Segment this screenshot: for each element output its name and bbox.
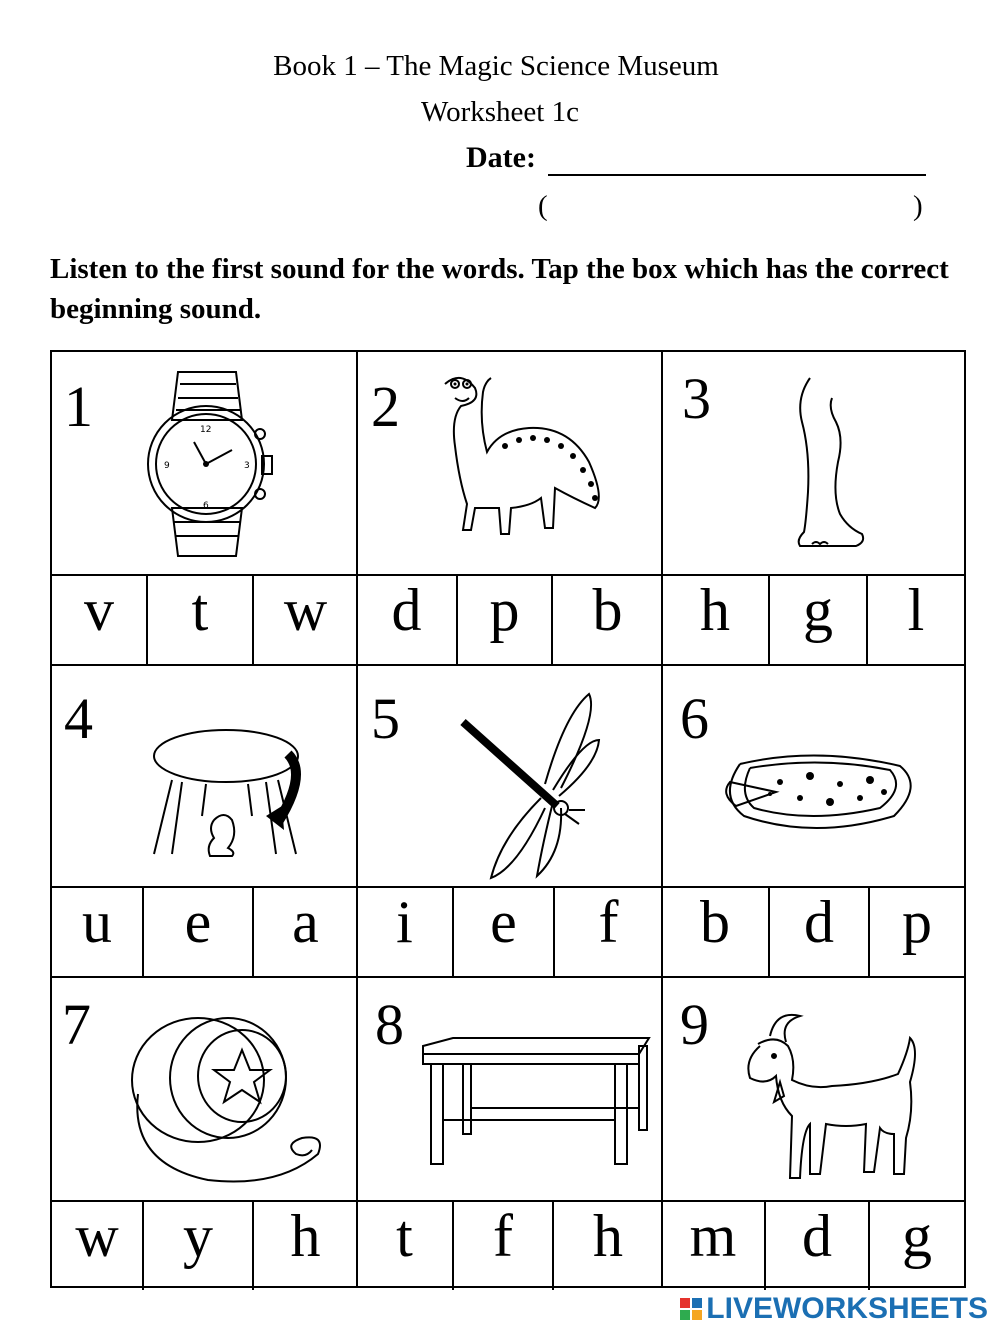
item-number: 4 [64,686,93,751]
pizza-icon [720,754,916,834]
item-9 [662,976,964,1200]
watch-icon [140,366,280,562]
table-icon [419,1036,653,1168]
svg-text:9: 9 [164,461,170,471]
item-number: 8 [375,992,404,1057]
option-9-m[interactable]: m [689,1203,737,1269]
options-row [52,574,357,666]
item-number: 3 [682,366,711,431]
options-row [52,1200,357,1290]
option-2-b[interactable]: b [551,576,662,666]
option-2-d[interactable]: d [391,577,422,643]
leg-icon [788,374,888,554]
item-4 [52,664,357,886]
date-label: Date: [466,141,536,174]
option-6-p[interactable]: p [868,888,964,978]
option-3-g[interactable]: g [768,576,866,666]
option-7-h[interactable]: h [252,1202,357,1290]
goat-icon [740,1006,920,1196]
option-2-p[interactable]: p [456,576,551,666]
dragonfly-icon [453,690,603,880]
item-6 [662,664,964,886]
option-5-i[interactable]: i [396,889,413,955]
instructions: Listen to the first sound for the words. Tap the box which has the correct beginning sound. [50,253,949,325]
option-5-e[interactable]: e [452,888,553,978]
option-1-w[interactable]: w [252,576,357,666]
item-number: 6 [680,686,709,751]
option-4-a[interactable]: a [252,888,357,978]
svg-text:3: 3 [244,461,250,471]
svg-text:6: 6 [203,501,209,511]
item-number: 2 [371,374,400,439]
option-4-u[interactable]: u [82,889,112,955]
item-number: 1 [64,374,93,439]
logo-text: LIVEWORKSHEETS [706,1292,988,1325]
option-9-g[interactable]: g [868,1202,964,1290]
item-7 [52,976,357,1200]
date-line[interactable] [548,174,926,176]
worksheet-subtitle: Worksheet 1c [421,96,579,128]
options-row [662,886,964,978]
option-3-l[interactable]: l [866,576,964,666]
column-divider [356,352,358,1286]
item-number: 7 [62,992,91,1057]
option-7-w[interactable]: w [75,1203,119,1269]
options-row [662,1200,964,1290]
option-9-d[interactable]: d [764,1202,868,1290]
paren-close: ) [913,190,923,222]
options-row [357,886,662,978]
yoyo-icon [126,1012,326,1192]
option-8-t[interactable]: t [396,1203,413,1269]
item-number: 5 [371,686,400,751]
item-5 [357,664,662,886]
options-row [52,886,357,978]
option-7-y[interactable]: y [142,1202,252,1290]
option-3-h[interactable]: h [700,577,730,643]
option-1-v[interactable]: v [84,577,114,643]
dinosaur-icon [435,374,615,554]
liveworksheets-logo [680,1292,988,1326]
option-1-t[interactable]: t [146,576,252,666]
options-row [357,1200,662,1290]
options-row [662,574,964,666]
option-6-b[interactable]: b [700,889,730,955]
paren-open: ( [538,190,548,222]
options-row [357,574,662,666]
option-4-e[interactable]: e [142,888,252,978]
answer-grid [50,350,966,1288]
option-8-h[interactable]: h [552,1202,662,1290]
svg-text:12: 12 [200,425,212,435]
item-8 [357,976,662,1200]
option-8-f[interactable]: f [452,1202,552,1290]
column-divider [661,352,663,1286]
option-5-f[interactable]: f [553,888,662,978]
logo-mark-icon [680,1298,702,1320]
option-6-d[interactable]: d [768,888,868,978]
worksheet-book-title: Book 1 – The Magic Science Museum [273,50,719,82]
under-table-icon [148,724,318,864]
item-number: 9 [680,992,709,1057]
